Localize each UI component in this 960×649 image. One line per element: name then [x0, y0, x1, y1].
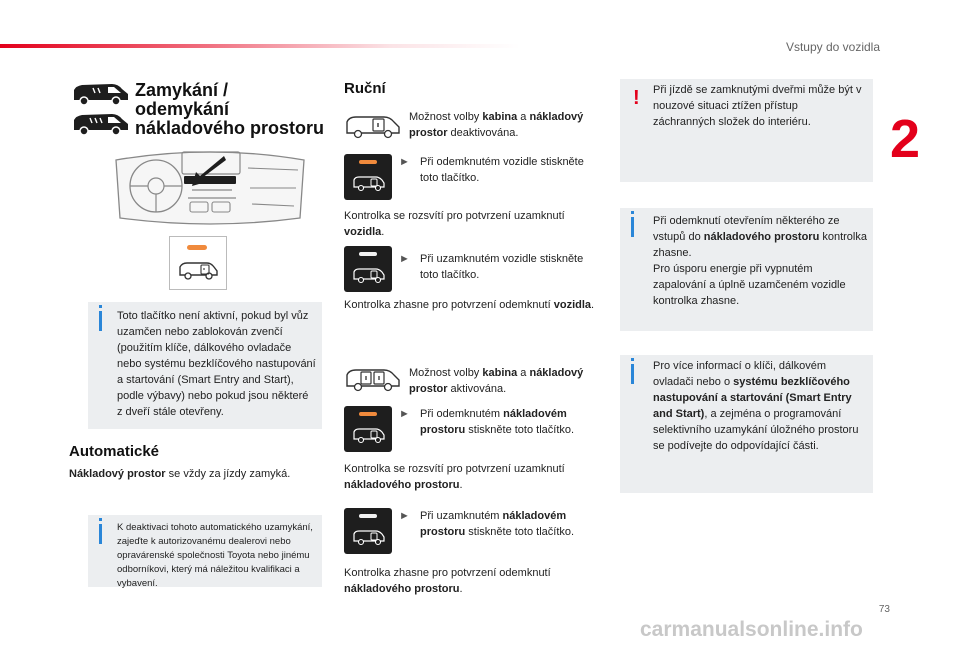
indicator-led-orange: [359, 160, 377, 164]
led-off-vehicle-text: Kontrolka zhasne pro potvrzení odemknutí vozidla.: [344, 299, 595, 311]
indicator-led: [187, 245, 207, 250]
warning-icon: !: [633, 87, 640, 109]
led-on-cargo-text: Kontrolka se rozsvítí pro potvrzení uzamknutí nákladového prostoru.: [344, 463, 565, 491]
info-note-more: Pro více informací o klíči, dálkovém ovladači nebo o systému bezklíčového nastupování a startování (Smart Entry and Start), a zejména o programování selektivního uzamykání úložného prostoru se podívejte do odpovídající části.: [620, 355, 873, 493]
warning-note: ! Při jízdě se zamknutými dveřmi může být v nouzové situaci ztížen přístup záchranných složek do interiéru.: [620, 79, 873, 182]
header-accent-bar: [0, 44, 520, 48]
bullet-icon: ►: [399, 253, 410, 265]
van-lock-icon-double: [344, 366, 402, 392]
cargo-lock-button-white: [344, 508, 392, 554]
info-icon: [631, 364, 634, 384]
bullet-icon: ►: [399, 510, 410, 522]
locked-cargo-instruction: Při uzamknutém nákladovém prostoru stiskněte toto tlačítko.: [420, 510, 575, 538]
van-icon-white: [352, 528, 386, 546]
page-title: Zamykání / odemykání nákladového prostoru: [135, 80, 325, 138]
option-activated-text: Možnost volby kabina a nákladový prostor aktivována.: [409, 367, 584, 395]
chapter-number: 2: [890, 109, 921, 169]
van-icon-white: [352, 426, 386, 444]
option-deactivated-text: Možnost volby kabina a nákladový prostor deaktivována.: [409, 111, 584, 139]
indicator-led-white: [359, 514, 377, 518]
page-number: 73: [878, 604, 890, 615]
automatic-text: Nákladový prostor se vždy za jízdy zamyká.: [69, 468, 291, 480]
van-lock-icon-single: [344, 113, 402, 139]
info-note-inactive: Toto tlačítko není aktivní, pokud byl vůz uzamčen nebo zablokován zvenčí (použitím klíče, dálkového ovladače nebo systému bezklíčového nastupování a startování (Smart Entry and Start), podle výbavy) nebo pokud jsou některé z dveří stále otevřeny.: [88, 302, 322, 429]
info-note-cargo-led: Při odemknutí otevřením některého ze vstupů do nákladového prostoru kontrolka zhasne. Pro úsporu energie při vypnutém zapalování a úplně uzamčeném vozidle kontrolka zhasne.: [620, 208, 873, 331]
dashboard-illustration: [112, 148, 308, 230]
section-heading-automatic: Automatické: [69, 443, 160, 460]
lock-button-white: [344, 246, 392, 292]
unlocked-vehicle-instruction: Při odemknutém vozidle stiskněte toto tlačítko.: [420, 156, 584, 184]
info-icon: [99, 311, 102, 331]
indicator-led-orange: [359, 412, 377, 416]
info-icon: [99, 524, 102, 544]
unlocked-cargo-instruction: Při odemknutém nákladovém prostoru stiskněte toto tlačítko.: [420, 408, 575, 436]
led-off-cargo-text: Kontrolka zhasne pro potvrzení odemknutí nákladového prostoru.: [344, 567, 551, 595]
info-icon: [631, 217, 634, 237]
cargo-lock-icon: [177, 259, 219, 281]
button-closeup: [169, 236, 227, 290]
lock-button-orange: [344, 154, 392, 200]
bullet-icon: ►: [399, 408, 410, 420]
section-title: Vstupy do vozidla: [785, 40, 880, 54]
cargo-lock-button-orange: [344, 406, 392, 452]
van-icon-cab: [68, 80, 132, 106]
led-on-vehicle-text: Kontrolka se rozsvítí pro potvrzení uzamknutí vozidla.: [344, 210, 565, 238]
van-icon-cargo: [68, 110, 132, 136]
van-icon-white: [352, 174, 386, 192]
section-heading-manual: Ruční: [344, 80, 386, 97]
bullet-icon: ►: [399, 156, 410, 168]
van-icon-white: [352, 266, 386, 284]
watermark: carmanualsonline.info: [640, 618, 863, 641]
info-note-automatic: K deaktivaci tohoto automatického uzamykání, zajeďte k autorizovanému dealerovi nebo opravárenské společnosti Toyota nebo jinému odborníkovi, který má náležitou kvalifikaci a vybavení.: [88, 515, 322, 587]
indicator-led-white: [359, 252, 377, 256]
locked-vehicle-instruction: Při uzamknutém vozidle stiskněte toto tlačítko.: [420, 253, 584, 281]
